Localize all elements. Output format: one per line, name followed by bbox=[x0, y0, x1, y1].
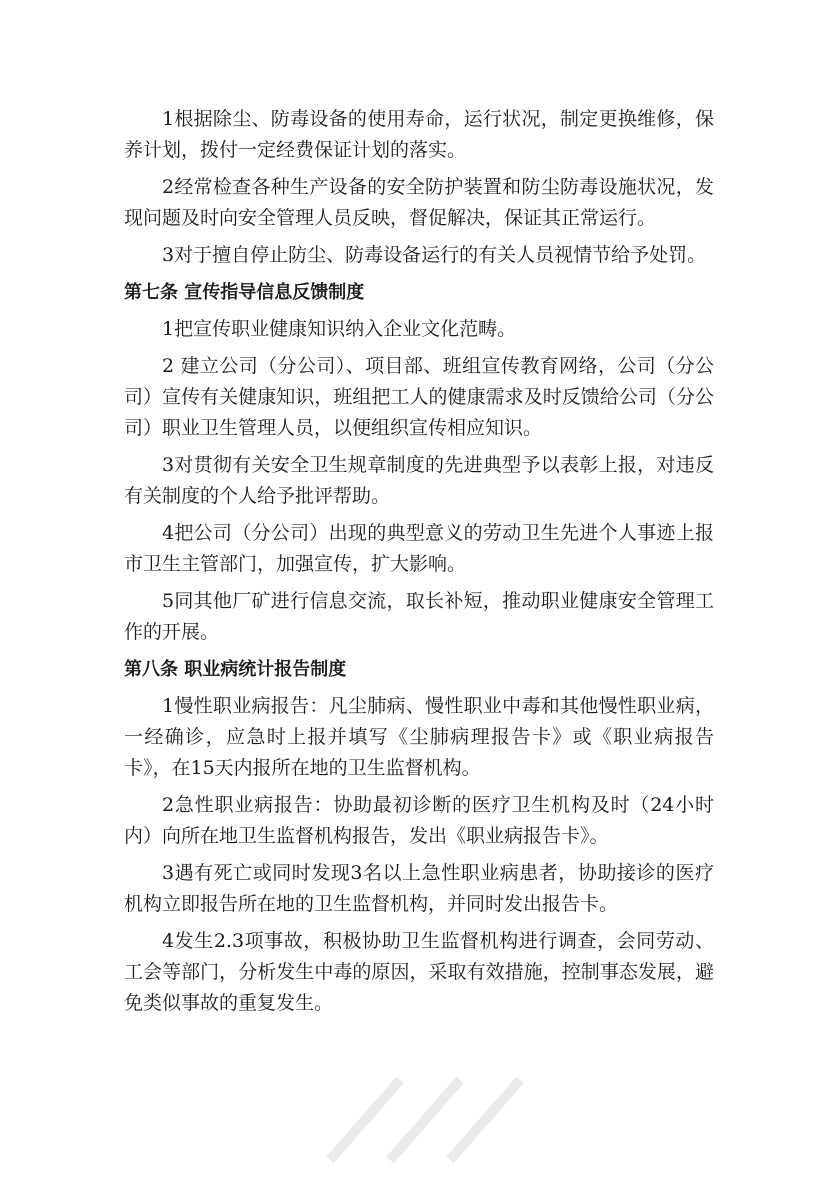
watermark-stroke bbox=[450, 1080, 520, 1160]
watermark-stroke bbox=[390, 1080, 460, 1160]
paragraph-culture: 1把宣传职业健康知识纳入企业文化范畴。 bbox=[162, 318, 517, 340]
watermark-stroke bbox=[330, 1080, 400, 1160]
heading-article-7: 第七条 宣传指导信息反馈制度 bbox=[124, 282, 365, 303]
paragraph-equipment-inspection: 2经常检查各种生产设备的安全防护装置和防尘防毒设施状况，发现问题及时向安全管理人员反映，督促解决，保证其正常运行。 bbox=[124, 176, 714, 229]
paragraph-network: 2 建立公司（分公司）、项目部、班组宣传教育网络，公司（分公司）宣传有关健康知识，班组把工人的健康需求及时反馈给公司（分公司）职业卫生管理人员，以便组织宣传相应知识。 bbox=[124, 355, 714, 439]
paragraph-acute-report: 2急性职业病报告：协助最初诊断的医疗卫生机构及时（24小时内）向所在地卫生监督机构报告，发出《职业病报告卡》。 bbox=[124, 794, 714, 847]
paragraph-report-deeds: 4把公司（分公司）出现的典型意义的劳动卫生先进个人事迹上报市卫生主管部门，加强宣传，扩大影响。 bbox=[124, 522, 714, 575]
paragraph-death-report: 3遇有死亡或同时发现3名以上急性职业病患者，协助接诊的医疗机构立即报告所在地的卫生监督机构，并同时发出报告卡。 bbox=[124, 862, 714, 915]
watermark-graphic bbox=[290, 1040, 570, 1180]
paragraph-penalty: 3对于擅自停止防尘、防毒设备运行的有关人员视情节给予处罚。 bbox=[162, 244, 707, 266]
paragraph-commendation: 3对贯彻有关安全卫生规章制度的先进典型予以表彰上报，对违反有关制度的个人给予批评帮助。 bbox=[124, 454, 714, 507]
heading-article-8: 第八条 职业病统计报告制度 bbox=[124, 659, 347, 680]
paragraph-accident-investigation: 4发生2.3项事故，积极协助卫生监督机构进行调查，会同劳动、工会等部门，分析发生中毒的原因，采取有效措施，控制事态发展，避免类似事故的重复发生。 bbox=[124, 930, 714, 1014]
paragraph-information-exchange: 5同其他厂矿进行信息交流，取长补短，推动职业健康安全管理工作的开展。 bbox=[124, 590, 714, 643]
document-body bbox=[124, 104, 714, 1025]
paragraph-maintenance-plan: 1根据除尘、防毒设备的使用寿命，运行状况，制定更换维修，保养计划，拨付一定经费保证计划的落实。 bbox=[124, 108, 714, 161]
paragraph-chronic-report: 1慢性职业病报告：凡尘肺病、慢性职业中毒和其他慢性职业病，一经确诊，应急时上报并填写《尘肺病理报告卡》或《职业病报告卡》，在15天内报所在地的卫生监督机构。 bbox=[124, 695, 714, 779]
